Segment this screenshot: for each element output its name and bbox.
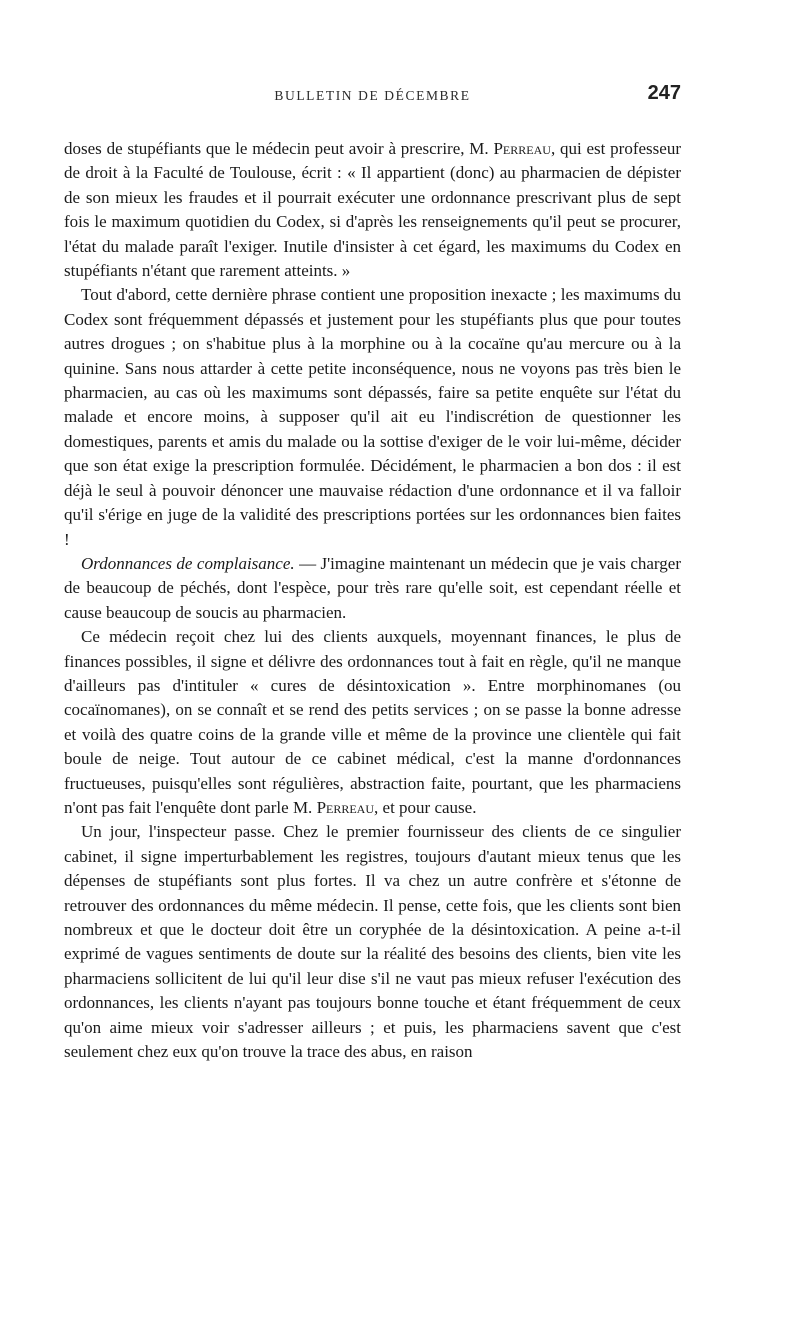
- author-name: Perreau: [316, 797, 375, 817]
- paragraph-3-text: — J'imagine maintenant un médecin que je vais charger de beaucoup de péchés, dont l'espèce, pour très rare qu'elle soit, est cependant réelle et cause beaucoup de soucis au pharmacien.: [64, 553, 681, 622]
- paragraph-1: [64, 137, 681, 283]
- section-heading: Ordonnances de complaisance.: [81, 553, 295, 573]
- document-page: [64, 78, 681, 1064]
- paragraph-4-text-a: Ce médecin reçoit chez lui des clients auxquels, moyennant finances, le plus de finances possibles, il signe et délivre des ordonnances tout à fait en règle, qu'il ne manque d'ailleurs pas d'intituler « cures de désintoxication ». Entre morphinomanes (ou cocaïnomanes), on se connaît et se rend des petits services ; on se passe la bonne adresse et voilà des quatre coins de la grande ville et même de la province une clientèle qui fait boule de neige. Tout autour de ce cabinet médical, c'est la manne d'ordonnances fructueuses, puisqu'elles sont régulières, abstraction faite, pourtant, que les pharmaciens n'ont pas fait l'enquête dont parle M.: [64, 627, 681, 817]
- body-text: [64, 137, 681, 1064]
- paragraph-2: Tout d'abord, cette dernière phrase contient une proposition inexacte ; les maximums du Codex sont fréquemment dépassés et justement pour les stupéfiants plus que pour toutes autres drogues ; on s'habitue plus à la morphine ou à la cocaïne qu'au mercure ou à la quinine. Sans nous attarder à cette petite inconséquence, nous ne voyons pas très bien le pharmacien, au cas où les maximums sont dépassés, faire sa petite enquête sur l'état du malade et encore moins, à supposer qu'il ait eu l'indiscrétion de questionner les domestiques, parents et amis du malade ou la sottise d'exiger de le voir lui-même, décider que son état exige la prescription formulée. Décidément, le pharmacien a bon dos : il est déjà le seul à pouvoir dénoncer une mauvaise rédaction d'une ordonnance et il va falloir qu'il s'érige en juge de la validité des prescriptions portées sur les ordonnances bien faites !: [64, 285, 681, 549]
- page-number: 247: [647, 82, 681, 104]
- page-header: [64, 78, 681, 112]
- paragraph-4-text-b: , et pour cause.: [374, 797, 477, 817]
- paragraph-1-text-a: doses de stupéfiants que le médecin peut avoir à prescrire, M.: [64, 139, 494, 158]
- running-title: BULLETIN DE DÉCEMBRE: [274, 88, 471, 103]
- paragraph-1-text-b: , qui est professeur de droit à la Faculté de Toulouse, écrit : « Il appartient (donc) au pharmacien de dépister de son mieux les fraudes et il pourrait exécuter une ordonnance prescrivant plus de sept fois le maximum quotidien du Codex, si d'après les renseignements qu'il peut se procurer, l'état du malade paraît l'exiger. Inutile d'insister à cet égard, les maximums du Codex en stupéfiants n'étant que rarement atteints. »: [64, 139, 681, 281]
- author-name: Perreau: [493, 139, 551, 158]
- paragraph-4: [64, 625, 681, 820]
- paragraph-5: Un jour, l'inspecteur passe. Chez le premier fournisseur des clients de ce singulier cabinet, il signe imperturbablement les registres, toujours d'autant mieux tenus que les dépenses de stupéfiants sont plus fortes. Il va chez un autre confrère et s'étonne de retrouver des ordonnances du même médecin. Il pense, cette fois, que les clients sont bien nombreux et que le docteur doit être un coryphée de la désintoxication. A peine a-t-il exprimé de vagues sentiments de doute sur la réalité des besoins des clients, bien vite les pharmaciens sollicitent de lui qu'il leur dise s'il ne vaut pas mieux refuser l'exécution des ordonnances, les clients n'ayant pas toujours bonne touche et étant fréquemment de ceux qu'on aime mieux voir s'adresser ailleurs ; et puis, les pharmaciens savent que c'est seulement chez eux qu'on trouve la trace des abus, en raison: [64, 822, 681, 1062]
- paragraph-3: [64, 552, 681, 625]
